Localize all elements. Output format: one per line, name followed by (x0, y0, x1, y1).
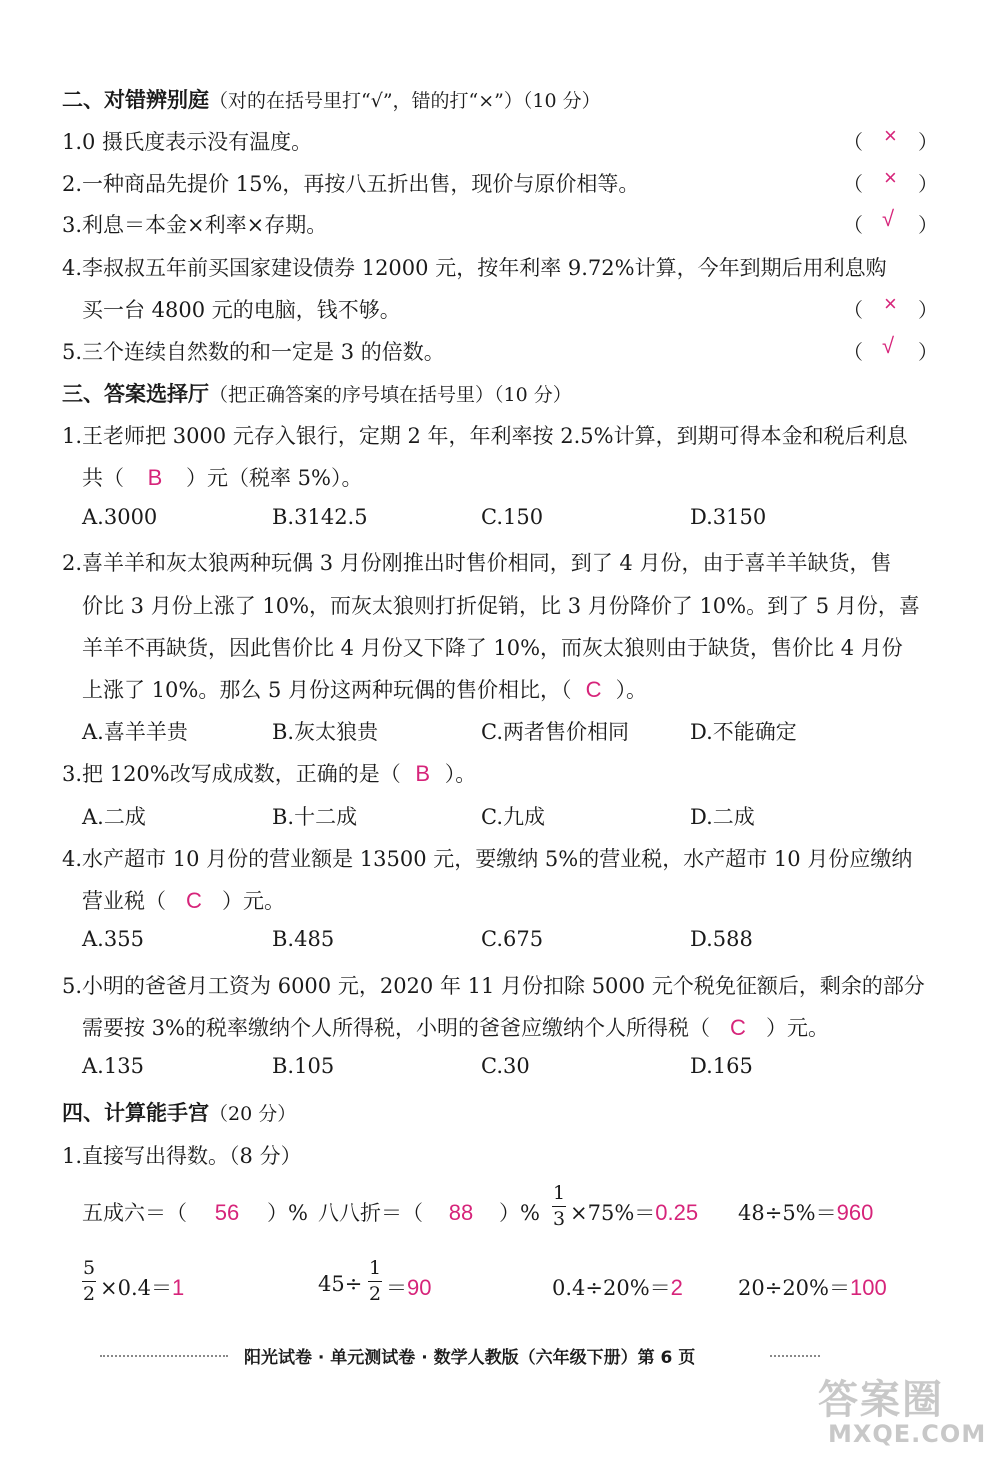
answer-paren-open: （ (843, 172, 863, 196)
footer-text: 阳光试卷 · 单元测试卷 · 数学人教版（六年级下册）第 6 页 (244, 1348, 696, 1368)
answer-paren-close: ） (918, 213, 938, 237)
sec3-q5-answer[interactable]: C (730, 1015, 746, 1040)
q5-suffix: ）元。 (766, 1016, 829, 1040)
sec3-q4-answer[interactable]: C (186, 888, 202, 913)
fraction-numerator: 1 (552, 1182, 566, 1204)
sec3-q3-answer[interactable]: B (415, 761, 431, 786)
sec4-q1-label: 1.直接写出得数。（8 分） (62, 1144, 302, 1168)
sec2-item-1: 1.0 摄氏度表示没有温度。 (62, 130, 313, 154)
sec3-q2-answer[interactable]: C (585, 677, 602, 702)
sec3-q2-option-b: B.灰太狼贵 (272, 720, 379, 744)
calc-r2-a-expression: ×0.4＝ (100, 1276, 172, 1300)
sec2-answer-4[interactable]: × (884, 291, 897, 316)
sec3-q2-line-3: 羊羊不再缺货，因此售价比 4 月份又下降了 10%，而灰太狼则由于缺货，售价比 4 月份 (82, 636, 903, 660)
fraction-denominator: 2 (82, 1283, 96, 1305)
watermark-logo: 答案圈 (818, 1377, 944, 1423)
sec3-q1-line-2 (82, 462, 363, 492)
calc-r2-d-expression: 20÷20%＝ (738, 1276, 850, 1300)
sec3-q4-option-a: A.355 (82, 927, 144, 951)
section-4-instruction: （20 分） (209, 1103, 297, 1125)
section-3-instruction: （把正确答案的序号填在括号里）（10 分） (209, 384, 572, 406)
sec3-q4-option-b: B.485 (272, 927, 335, 951)
sec3-q2-option-d: D.不能确定 (690, 720, 797, 744)
sec3-q1-option-c: C.150 (481, 505, 544, 529)
q3-suffix: ）。 (444, 762, 477, 786)
sec3-q5-option-b: B.105 (272, 1054, 335, 1078)
calc-r1-b-answer[interactable]: 88 (448, 1200, 474, 1225)
calc-r1-c-expression: ×75%＝ (570, 1201, 656, 1225)
sec3-q3-option-b: B.十二成 (272, 805, 358, 829)
fraction-bar (552, 1206, 566, 1207)
sec3-q2-line-2: 价比 3 月份上涨了 10%，而灰太狼则打折促销，比 3 月份降价了 10%。到了 5 月份，喜 (82, 594, 920, 618)
sec3-q3-line-1 (62, 758, 476, 788)
calc-r1-c (570, 1197, 698, 1227)
calc-r1-c-fraction (552, 1184, 566, 1229)
calc-r1-b-prefix: 八八折＝（ (318, 1201, 423, 1225)
answer-paren-open: （ (843, 340, 863, 364)
q4-suffix: ）元。 (222, 889, 285, 913)
sec3-q5-option-c: C.30 (481, 1054, 530, 1078)
sec3-q2-option-a: A.喜羊羊贵 (82, 720, 188, 744)
calc-r1-a (82, 1197, 308, 1227)
calc-r1-a-prefix: 五成六＝（ (82, 1201, 187, 1225)
calc-r2-d-answer[interactable]: 100 (850, 1275, 887, 1300)
sec3-q3-option-d: D.二成 (690, 805, 755, 829)
q1-prefix: 共（ (82, 466, 124, 490)
sec3-q2-line-4 (82, 674, 647, 704)
calc-r2-a-fraction (82, 1259, 96, 1304)
answer-paren-open: （ (843, 298, 863, 322)
q5-prefix: 需要按 3%的税率缴纳个人所得税，小明的爸爸应缴纳个人所得税（ (82, 1016, 710, 1040)
section-2-heading (62, 84, 601, 114)
answer-paren-close: ） (918, 130, 938, 154)
sec3-q1-answer[interactable]: B (147, 465, 163, 490)
answer-paren-open: （ (843, 130, 863, 154)
sec3-q2-line-1: 2.喜羊羊和灰太狼两种玩偶 3 月份刚推出时售价相同，到了 4 月份，由于喜羊羊缺货，售 (62, 551, 892, 575)
sec3-q1-line-1: 1.王老师把 3000 元存入银行，定期 2 年，年利率按 2.5%计算，到期可得本金和税后利息 (62, 424, 908, 448)
sec3-q5-option-d: D.165 (690, 1054, 753, 1078)
sec3-q4-option-d: D.588 (690, 927, 753, 951)
calc-r2-b-fraction (368, 1259, 382, 1304)
watermark-url: MXQE.COM (828, 1420, 987, 1448)
sec2-answer-5[interactable]: √ (882, 333, 895, 358)
fraction-bar (368, 1281, 382, 1282)
sec2-answer-2[interactable]: × (884, 165, 897, 190)
answer-paren-close: ） (918, 298, 938, 322)
section-4-title: 四、计算能手宫 (62, 1101, 209, 1125)
fraction-numerator: 5 (82, 1257, 96, 1279)
sec2-item-4-line-2: 买一台 4800 元的电脑，钱不够。 (82, 298, 401, 322)
sec3-q1-option-d: D.3150 (690, 505, 767, 529)
sec3-q4-line-1: 4.水产超市 10 月份的营业额是 13500 元，要缴纳 5%的营业税，水产超市 10 月份应缴纳 (62, 847, 913, 871)
q2-prefix: 上涨了 10%。那么 5 月份这两种玩偶的售价相比，（ (82, 678, 572, 702)
footer-dotted-rule-right (770, 1355, 820, 1357)
sec2-item-5: 5.三个连续自然数的和一定是 3 的倍数。 (62, 340, 445, 364)
section-3-title: 三、答案选择厅 (62, 382, 209, 406)
calc-r2-c (552, 1272, 683, 1302)
calc-r2-a (100, 1272, 184, 1302)
calc-r2-b-expression: 45÷ (318, 1272, 363, 1296)
q1-suffix: ）元（税率 5%）。 (186, 466, 363, 490)
calc-r1-d-answer[interactable]: 960 (836, 1200, 874, 1225)
sec3-q5-line-2 (82, 1012, 829, 1042)
answer-paren-close: ） (918, 340, 938, 364)
calc-r2-b (386, 1272, 431, 1302)
sec2-answer-3[interactable]: √ (882, 206, 895, 231)
calc-r2-c-answer[interactable]: 2 (670, 1275, 683, 1300)
fraction-bar (82, 1281, 96, 1282)
fraction-numerator: 1 (368, 1257, 382, 1279)
calc-r2-b-equals: ＝ (386, 1276, 407, 1300)
sec3-q5-option-a: A.135 (82, 1054, 144, 1078)
calc-r2-c-expression: 0.4÷20%＝ (552, 1276, 671, 1300)
sec3-q4-line-2 (82, 885, 285, 915)
answer-paren-open: （ (843, 213, 863, 237)
q3-prefix: 3.把 120%改写成成数，正确的是（ (62, 762, 401, 786)
calc-r2-b-answer[interactable]: 90 (407, 1275, 432, 1300)
sec3-q2-option-c: C.两者售价相同 (481, 720, 629, 744)
calc-r1-d (738, 1197, 873, 1227)
calc-r2-d (738, 1272, 887, 1302)
calc-r2-a-answer[interactable]: 1 (172, 1275, 185, 1300)
sec3-q4-option-c: C.675 (481, 927, 544, 951)
calc-r1-b-suffix: ）% (499, 1201, 540, 1225)
answer-paren-close: ） (918, 172, 938, 196)
section-3-heading (62, 378, 572, 408)
fraction-denominator: 2 (368, 1283, 382, 1305)
footer-dotted-rule-left (100, 1355, 228, 1357)
sec3-q5-line-1: 5.小明的爸爸月工资为 6000 元，2020 年 11 月份扣除 5000 元个税免征额后，剩余的部分 (62, 974, 925, 998)
sec2-item-4-line-1: 4.李叔叔五年前买国家建设债券 12000 元，按年利率 9.72%计算，今年到期后用利息购 (62, 256, 887, 280)
calc-r1-a-suffix: ）% (267, 1201, 308, 1225)
calc-r1-c-answer[interactable]: 0.25 (655, 1200, 699, 1225)
q2-suffix: ）。 (615, 678, 648, 702)
q4-prefix: 营业税（ (82, 889, 166, 913)
fraction-denominator: 3 (552, 1208, 566, 1230)
sec3-q1-option-a: A.3000 (82, 505, 158, 529)
sec2-item-3: 3.利息＝本金×利率×存期。 (62, 213, 328, 237)
calc-r1-b (318, 1197, 540, 1227)
calc-r1-a-answer[interactable]: 56 (214, 1200, 240, 1225)
sec2-answer-1[interactable]: × (884, 123, 897, 148)
sec2-item-2: 2.一种商品先提价 15%，再按八五折出售，现价与原价相等。 (62, 172, 640, 196)
sec3-q3-option-a: A.二成 (82, 805, 146, 829)
sec3-q1-option-b: B.3142.5 (272, 505, 368, 529)
section-4-heading (62, 1097, 296, 1127)
sec3-q3-option-c: C.九成 (481, 805, 545, 829)
section-2-instruction: （对的在括号里打“√”，错的打“×”）（10 分） (209, 90, 601, 112)
calc-r1-d-expression: 48÷5%＝ (738, 1201, 837, 1225)
section-2-title: 二、对错辨别庭 (62, 88, 209, 112)
